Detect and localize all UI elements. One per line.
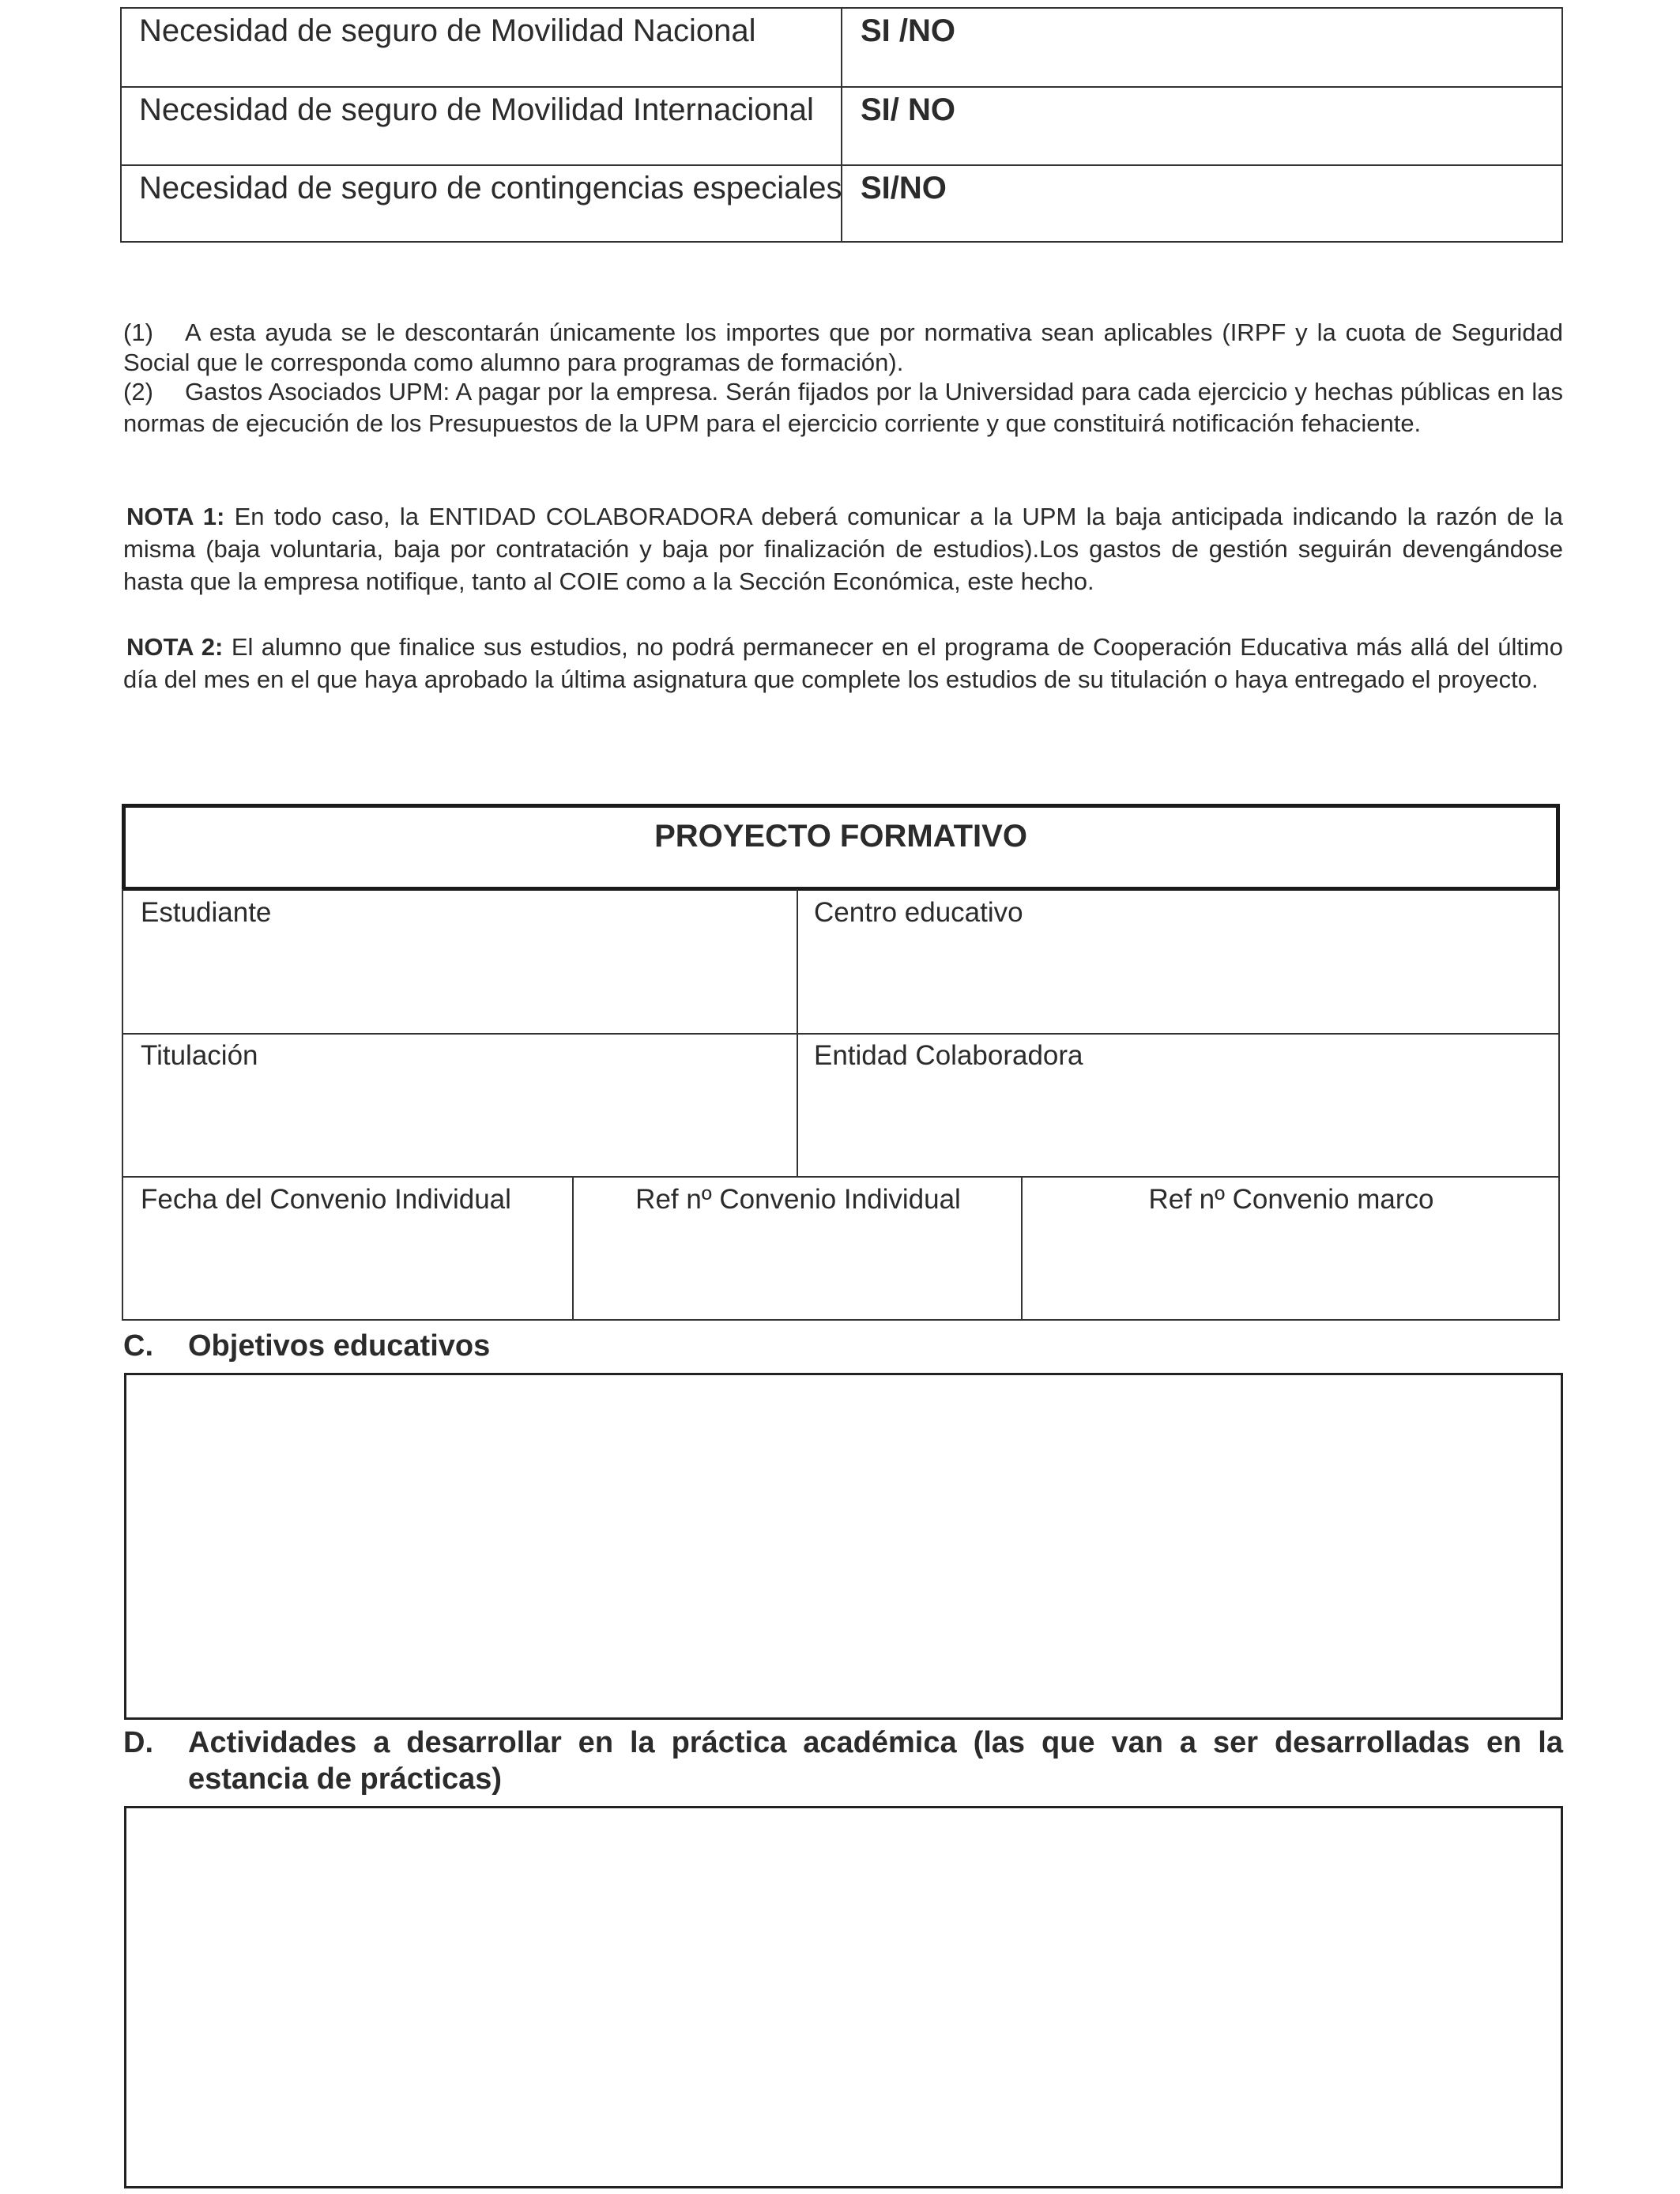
footnote-1 (123, 318, 1563, 378)
titulacion-field[interactable]: Titulación (141, 1040, 258, 1071)
entidad-colaboradora-field[interactable]: Entidad Colaboradora (814, 1040, 1083, 1071)
column-divider (841, 88, 842, 164)
insurance-value: SI /NO (861, 13, 956, 48)
column-divider (841, 9, 842, 86)
objetivos-educativos-textarea[interactable] (124, 1373, 1563, 1720)
ref-convenio-marco-field[interactable]: Ref nº Convenio marco (1148, 1184, 1434, 1215)
column-divider (841, 166, 842, 241)
nota-2-text: El alumno que finalice sus estudios, no podrá permanecer en el programa de Cooperación Educativa más allá del último día del mes en el que haya aprobado la última asignatura que complete los estudios de su titulación o haya entregado el proyecto. (123, 633, 1563, 693)
insurance-value: SI/NO (861, 171, 947, 205)
section-c-heading (123, 1329, 490, 1363)
actividades-textarea[interactable] (124, 1806, 1563, 2188)
nota-1-text: En todo caso, la ENTIDAD COLABORADORA deberá comunicar a la UPM la baja anticipada indicando la razón de la misma (baja voluntaria, baja por contratación y baja por finalización de estudios).Los gastos de gestión seguirán devengándose hasta que la empresa notifique, tanto al COIE como a la Sección Económica, este hecho. (123, 503, 1563, 595)
insurance-row-contingencias (122, 166, 1561, 241)
nota-2 (123, 631, 1563, 696)
footnote-2-text: Gastos Asociados UPM: A pagar por la empresa. Serán fijados por la Universidad para cada ejercicio y hechas públicas en las normas de ejecución de los Presupuestos de la UPM para el ejercicio corriente y que constituirá notificación fehaciente. (123, 378, 1563, 437)
insurance-row-internacional (122, 88, 1561, 166)
row-divider (123, 1176, 1558, 1178)
row-divider (123, 1033, 1558, 1035)
centro-educativo-field[interactable]: Centro educativo (814, 897, 1023, 928)
nota-1 (123, 500, 1563, 598)
footnote-2 (123, 376, 1563, 439)
insurance-value: SI/ NO (861, 92, 956, 127)
section-c-title: Objetivos educativos (188, 1329, 491, 1363)
page-title: PROYECTO FORMATIVO (654, 819, 1027, 854)
insurance-table (120, 7, 1563, 243)
section-d-letter: D. (123, 1726, 153, 1759)
estudiante-field[interactable]: Estudiante (141, 897, 272, 928)
insurance-label: Necesidad de seguro de Movilidad Internacional (139, 92, 814, 127)
section-d-title-line2: estancia de prácticas) (188, 1762, 503, 1796)
footnote-1-marker: (1) (123, 319, 153, 346)
proyecto-formativo-grid (122, 889, 1560, 1321)
insurance-row-nacional (122, 9, 1561, 88)
nota-1-label: NOTA 1: (126, 503, 225, 530)
section-d-title-line1: Actividades a desarrollar en la práctica académica (las que van a ser desarrolladas en la (188, 1726, 1563, 1759)
insurance-label: Necesidad de seguro de contingencias especiales (139, 171, 842, 205)
footnote-2-marker: (2) (123, 378, 153, 405)
ref-convenio-individual-field[interactable]: Ref nº Convenio Individual (635, 1184, 961, 1215)
nota-2-label: NOTA 2: (126, 633, 224, 661)
insurance-label: Necesidad de seguro de Movilidad Nacional (139, 13, 756, 48)
section-c-letter: C. (123, 1329, 153, 1363)
section-d-heading (123, 1725, 1563, 1797)
proyecto-formativo-header (122, 804, 1560, 891)
fecha-convenio-field[interactable]: Fecha del Convenio Individual (141, 1184, 511, 1215)
footnote-1-text: A esta ayuda se le descontarán únicamente los importes que por normativa sean aplicables (IRPF y la cuota de Seguridad Social que le corresponda como alumno para programas de formación). (123, 319, 1563, 376)
